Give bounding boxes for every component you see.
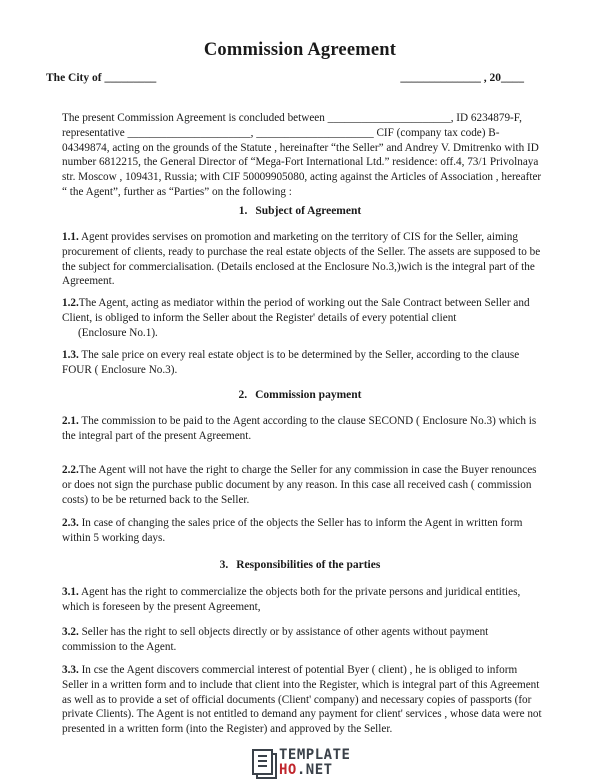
section-title: Subject of Agreement <box>255 205 362 217</box>
clause-text: The commission to be paid to the Agent according to the clause SECOND ( Enclosure No.3) which is the integral part of the present Agreement. <box>62 415 537 442</box>
clause-1-3 <box>62 348 542 378</box>
watermark-text-ho: HO <box>279 762 297 778</box>
city-field: The City of _________ <box>46 72 157 84</box>
clause-text: Agent provides servises on promotion and marketing on the territory of CIS for the Seller, aiming procurement of clients, ready to purchase the real estate objects of the Seller. The assets are supposed to be the subject for commercialisation. (Details enclosed at the Enclosure No.3,)wich is the integral part of the Agreement. <box>62 231 541 288</box>
watermark-text-domain <box>279 762 333 778</box>
clause-1-1 <box>62 230 542 289</box>
watermark-text-net: .NET <box>296 762 333 778</box>
section-heading-3 <box>0 559 600 571</box>
clause-text: The sale price on every real estate object is to be determined by the Seller, according to the clause FOUR ( Enclosure No.3). <box>62 349 520 376</box>
watermark-text-template: TEMPLATE <box>279 747 351 763</box>
clause-number: 3.3. <box>62 664 79 676</box>
section-heading-2 <box>0 389 600 401</box>
section-title: Responsibilities of the parties <box>236 559 381 571</box>
clause-number: 1.2. <box>62 297 79 309</box>
clause-text: Agent has the right to commercialize the objects both for the private persons and juridical entities, which is foreseen by the present Agreement, <box>62 586 521 613</box>
page-title: Commission Agreement <box>203 40 397 60</box>
clause-text: Seller has the right to sell objects directly or by assistance of other agents without payment commission to the Agent. <box>62 626 489 653</box>
clause-text: The Agent, acting as mediator within the period of working out the Sale Contract between Seller and Client, is obliged to inform the Seller about the Register' details of every potential client <box>62 297 530 324</box>
clause-number: 1.3. <box>62 349 79 361</box>
clause-text: In cse the Agent discovers commercial interest of potential Byer ( client) , he is obliged to inform Seller in a written form and to include that client into the Register, which is integral part of this Agreement as well as to provide a set of official documents (Client' company) and necessary copies of passports (for private Clients). The Agent is not entitled to demand any payment for client' services , whose data were not presented in a written form (into the Register) and approved by the Seller. <box>62 664 542 736</box>
clause-3-1 <box>62 585 542 615</box>
intro-paragraph: The present Commission Agreement is concluded between ______________________, ID 6234879-F, representative ______________________, _____________________ CIF (company tax code) B-04349874, acting on the grounds of the Statute , hereinafter “the Seller” and Andrey V. Dmitrenko with ID number 6812215, the General Director of “Mega-Fort International Ltd.” residence: off.4, 73/1 Privolnaya str. Moscow , 109431, Russia; with CIF 50009905080, acting against the Articles of Association , hereafter “ the Agent”, further as “Parties” on the following : <box>62 112 542 198</box>
clause-text: In case of changing the sales price of the objects the Seller has to inform the Agent in written form within 5 working days. <box>62 517 523 544</box>
clause-tail: (Enclosure No.1). <box>78 326 158 339</box>
section-title: Commission payment <box>255 389 362 401</box>
clause-number: 2.1. <box>62 415 79 427</box>
section-number: 3. <box>219 559 229 571</box>
clause-number: 1.1. <box>62 231 79 243</box>
clause-3-3 <box>62 663 542 737</box>
section-heading-1 <box>0 205 600 217</box>
watermark-logo <box>250 747 370 779</box>
section-number: 1. <box>238 205 248 217</box>
section-number: 2. <box>238 389 248 401</box>
clause-text: The Agent will not have the right to charge the Seller for any commission in case the Buyer renounces or does not sign the purchase public document by any reason. In this case all received cash ( commission costs) to be be returned back to the Seller. <box>62 464 537 506</box>
clause-2-3 <box>62 516 542 546</box>
clause-2-2 <box>62 463 542 507</box>
date-field: ______________ , 20____ <box>400 72 524 84</box>
clause-1-2 <box>62 296 542 340</box>
document-icon <box>252 749 273 775</box>
clause-3-2 <box>62 625 542 655</box>
clause-number: 2.2. <box>62 464 79 476</box>
clause-number: 2.3. <box>62 517 79 529</box>
clause-2-1 <box>62 414 542 444</box>
clause-number: 3.2. <box>62 626 79 638</box>
clause-number: 3.1. <box>62 586 79 598</box>
city-date-line <box>46 72 524 84</box>
